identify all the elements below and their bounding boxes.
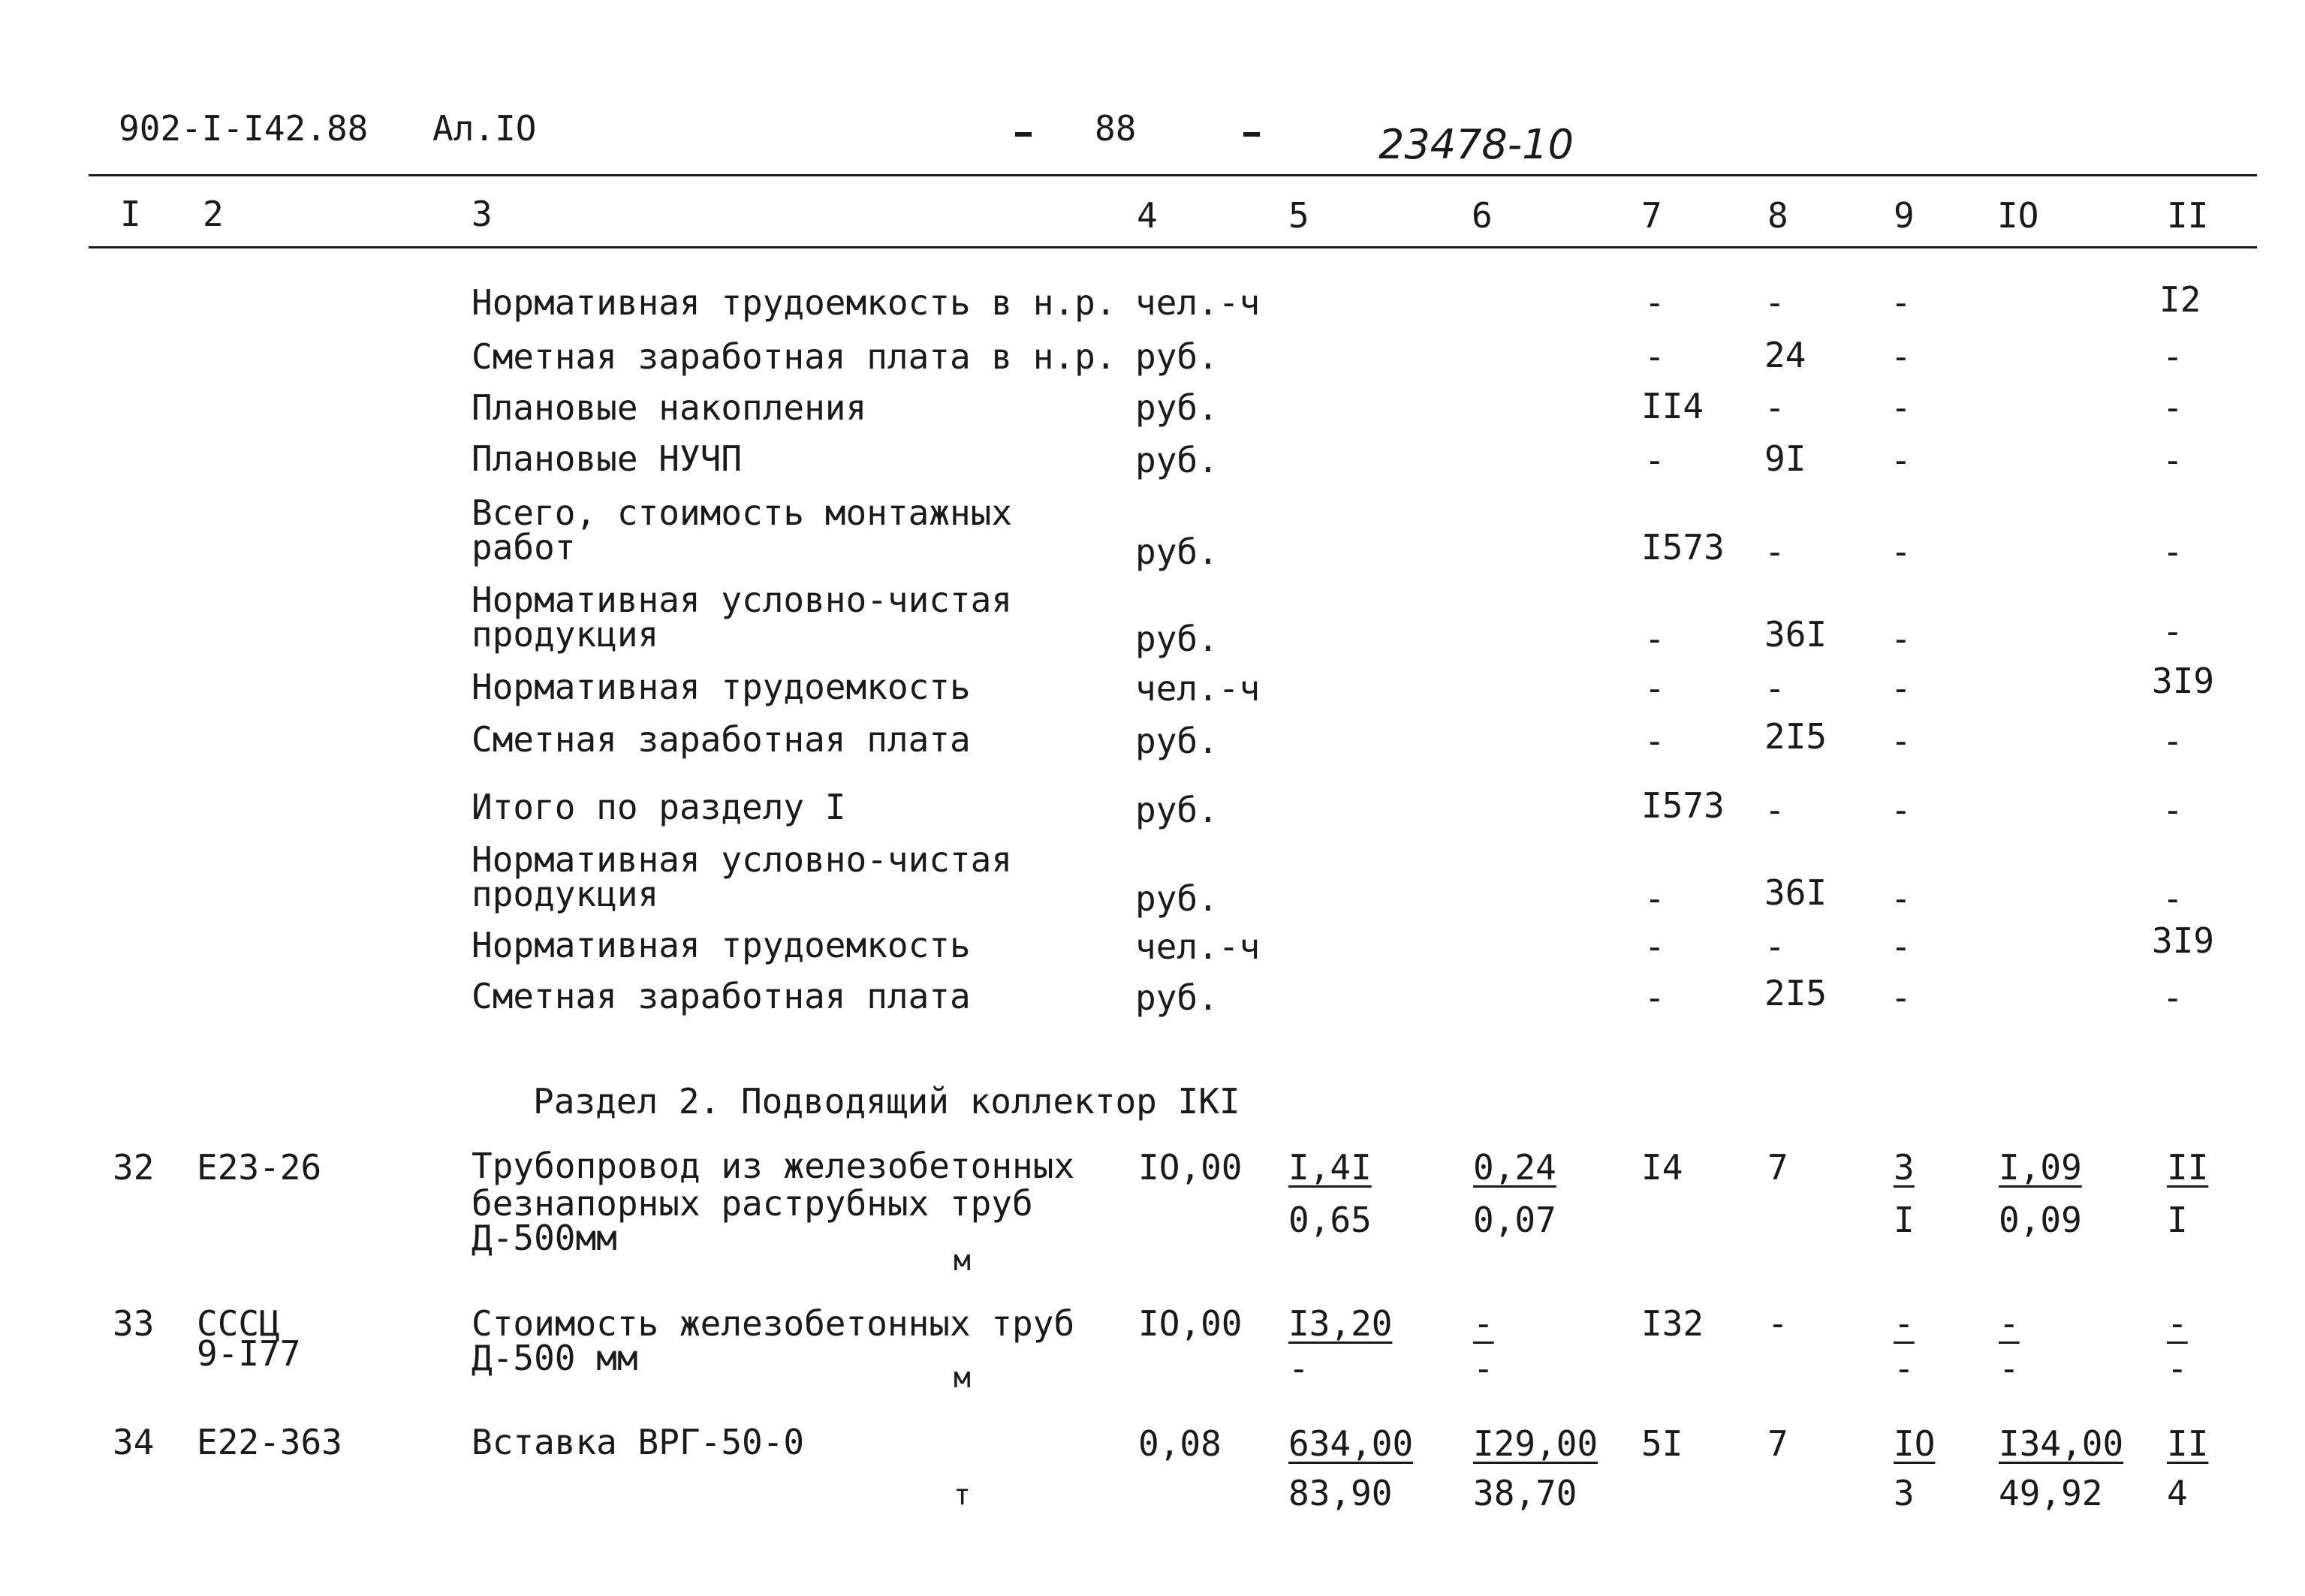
top-rule [89,174,2257,176]
col-header-1: I [120,194,141,234]
summary-name: Сметная заработная плата в н.р. [472,336,1116,377]
item-c7: I4 [1641,1147,1683,1188]
summary-c7: - [1644,668,1665,709]
summary-c7: II4 [1641,386,1704,426]
summary-c9: - [1891,668,1912,709]
summary-c11: - [2162,611,2183,652]
summary-c11: - [2162,336,2183,377]
summary-c8: - [1764,790,1785,830]
item-c8: 7 [1767,1423,1788,1464]
item-c10-bottom: - [1999,1348,2020,1389]
col-header-6: 6 [1472,195,1493,236]
item-code-line1: СССЦ [197,1303,280,1344]
item-unit: т [954,1478,971,1511]
summary-name: Плановые НУЧП [472,438,743,479]
item-c8: 7 [1767,1147,1788,1188]
summary-unit: руб. [1135,531,1219,572]
summary-unit: руб. [1135,878,1219,919]
summary-c8: - [1764,531,1785,572]
summary-c8: 36I [1764,872,1827,913]
summary-unit: руб. [1135,387,1219,428]
item-c5-top: I3,20 [1288,1303,1393,1344]
item-c5-bottom: 0,65 [1288,1200,1372,1240]
summary-name: Нормативная трудоемкость в н.р. [472,282,1116,323]
item-c11-top: II [2167,1147,2209,1188]
col-header-4: 4 [1137,195,1158,236]
summary-c8: - [1764,926,1785,967]
summary-c11: 3I9 [2152,661,2215,701]
item-c11-top: - [2167,1303,2188,1344]
item-name-line1: Трубопровод из железобетонных [472,1146,1075,1186]
doc-code: 902-I-I42.88 [119,108,369,149]
item-c5-bottom: 83,90 [1288,1473,1393,1513]
item-code: Е22-363 [197,1422,342,1462]
item-c10-top: I,09 [1999,1147,2082,1188]
summary-c8: - [1764,668,1785,709]
item-name-line3: Д-500мм [472,1218,617,1258]
item-unit: м [954,1244,971,1277]
summary-c8: 24 [1764,335,1806,375]
summary-c9: - [1891,926,1912,967]
summary-c9: - [1891,531,1912,572]
summary-name-line1: Всего, стоимость монтажных [472,492,1013,533]
summary-c9: - [1891,619,1912,659]
summary-c11: - [2162,977,2183,1018]
item-c9-bottom: - [1894,1348,1915,1389]
item-c11-bottom: 4 [2167,1473,2188,1513]
summary-name: Плановые накопления [472,387,867,428]
summary-name: Сметная заработная плата [472,719,971,760]
item-name-line2: Д-500 мм [472,1338,638,1378]
item-name-line1: Стоимость железобетонных труб [472,1303,1075,1344]
summary-c11: - [2162,387,2183,428]
item-c5-top: 634,00 [1288,1423,1414,1464]
item-quantity: IO,00 [1138,1147,1243,1188]
summary-c11: - [2162,531,2183,572]
item-c10-top: I34,00 [1999,1423,2124,1464]
summary-c9: - [1891,977,1912,1018]
item-number: 34 [113,1422,155,1462]
summary-name: Итого по разделу I [472,787,846,827]
item-unit: м [954,1361,971,1394]
item-c9-top: IO [1894,1423,1936,1464]
section-title: Раздел 2. Подводящий коллектор IKI [533,1081,1240,1122]
summary-c11: 3I9 [2152,920,2215,961]
summary-c9: - [1891,387,1912,428]
item-c6-bottom: 38,70 [1473,1473,1577,1513]
col-header-7: 7 [1641,195,1662,236]
item-code: Е23-26 [197,1147,322,1188]
item-c9-bottom: 3 [1894,1473,1915,1513]
item-c7: I32 [1641,1303,1704,1344]
summary-name-line2: продукция [472,874,659,914]
summary-unit: руб. [1135,440,1219,480]
summary-name: Нормативная трудоемкость [472,925,971,965]
summary-unit: руб. [1135,790,1219,830]
summary-c7: - [1644,721,1665,761]
item-code-line2: 9-I77 [197,1333,301,1374]
summary-c7: - [1644,878,1665,919]
col-header-2: 2 [203,194,224,234]
item-c11-top: II [2167,1423,2209,1464]
summary-c8: - [1764,282,1785,323]
item-c11-bottom: I [2167,1200,2188,1240]
summary-c9: - [1891,721,1912,761]
summary-unit: чел.-ч [1135,668,1261,709]
summary-c9: - [1891,440,1912,480]
summary-c11: - [2162,721,2183,761]
item-c9-top: 3 [1894,1147,1915,1188]
handwritten-id: 23478-10 [1378,121,1574,168]
summary-name-line1: Нормативная условно-чистая [472,580,1013,620]
item-c8: - [1767,1303,1788,1344]
summary-c11: I2 [2159,279,2201,320]
item-name-line1: Вставка ВРГ-50-0 [472,1422,805,1462]
col-header-9: 9 [1894,195,1915,236]
item-c6-bottom: 0,07 [1473,1200,1556,1240]
summary-c11: - [2162,440,2183,480]
item-c10-bottom: 0,09 [1999,1200,2082,1240]
summary-c7: I573 [1641,785,1725,826]
col-header-11: II [2167,195,2209,236]
summary-name-line2: работ [472,527,576,568]
item-c10-top: - [1999,1303,2020,1344]
summary-unit: руб. [1135,721,1219,761]
summary-unit: чел.-ч [1135,926,1261,967]
summary-c9: - [1891,336,1912,377]
col-header-10: IO [1997,195,2039,236]
page-dash-left [1015,132,1032,137]
summary-c7: - [1644,440,1665,480]
sheet-label: Ал.IO [432,108,537,149]
item-c9-top: - [1894,1303,1915,1344]
summary-unit: руб. [1135,977,1219,1018]
col-header-5: 5 [1288,195,1309,236]
col-header-8: 8 [1767,195,1788,236]
summary-name: Нормативная трудоемкость [472,667,971,707]
summary-c7: - [1644,977,1665,1018]
page-dash-right [1243,132,1260,137]
item-number: 33 [113,1303,155,1344]
summary-unit: руб. [1135,336,1219,377]
summary-c9: - [1891,282,1912,323]
page-number: 88 [1095,108,1137,149]
summary-unit: чел.-ч [1135,282,1261,323]
summary-c7: - [1644,282,1665,323]
summary-c7: - [1644,926,1665,967]
item-c6-top: I29,00 [1473,1423,1598,1464]
item-c5-top: I,4I [1288,1147,1372,1188]
summary-c8: 2I5 [1764,716,1827,757]
item-quantity: 0,08 [1138,1423,1222,1464]
summary-c8: 9I [1764,438,1806,479]
summary-c9: - [1891,878,1912,919]
summary-c11: - [2162,790,2183,830]
summary-c7: - [1644,336,1665,377]
summary-c7: I573 [1641,527,1725,568]
item-c11-bottom: - [2167,1348,2188,1389]
summary-c11: - [2162,878,2183,919]
col-header-3: 3 [472,194,493,234]
item-c9-bottom: I [1894,1200,1915,1240]
item-c6-top: 0,24 [1473,1147,1556,1188]
summary-c8: 2I5 [1764,973,1827,1013]
item-c5-bottom: - [1288,1348,1309,1389]
summary-unit: руб. [1135,619,1219,659]
summary-c8: 36I [1764,614,1827,655]
summary-name-line1: Нормативная условно-чистая [472,839,1013,880]
item-c6-bottom: - [1473,1348,1494,1389]
summary-name: Сметная заработная плата [472,976,971,1016]
header-rule [89,246,2257,248]
item-name-line2: безнапорных раструбных труб [472,1183,1033,1224]
item-c6-top: - [1473,1303,1494,1344]
item-number: 32 [113,1147,155,1188]
summary-c8: - [1764,387,1785,428]
summary-c7: - [1644,619,1665,659]
item-quantity: IO,00 [1138,1303,1243,1344]
item-c7: 5I [1641,1423,1683,1464]
summary-name-line2: продукция [472,614,659,655]
summary-c9: - [1891,790,1912,830]
item-c10-bottom: 49,92 [1999,1473,2103,1513]
